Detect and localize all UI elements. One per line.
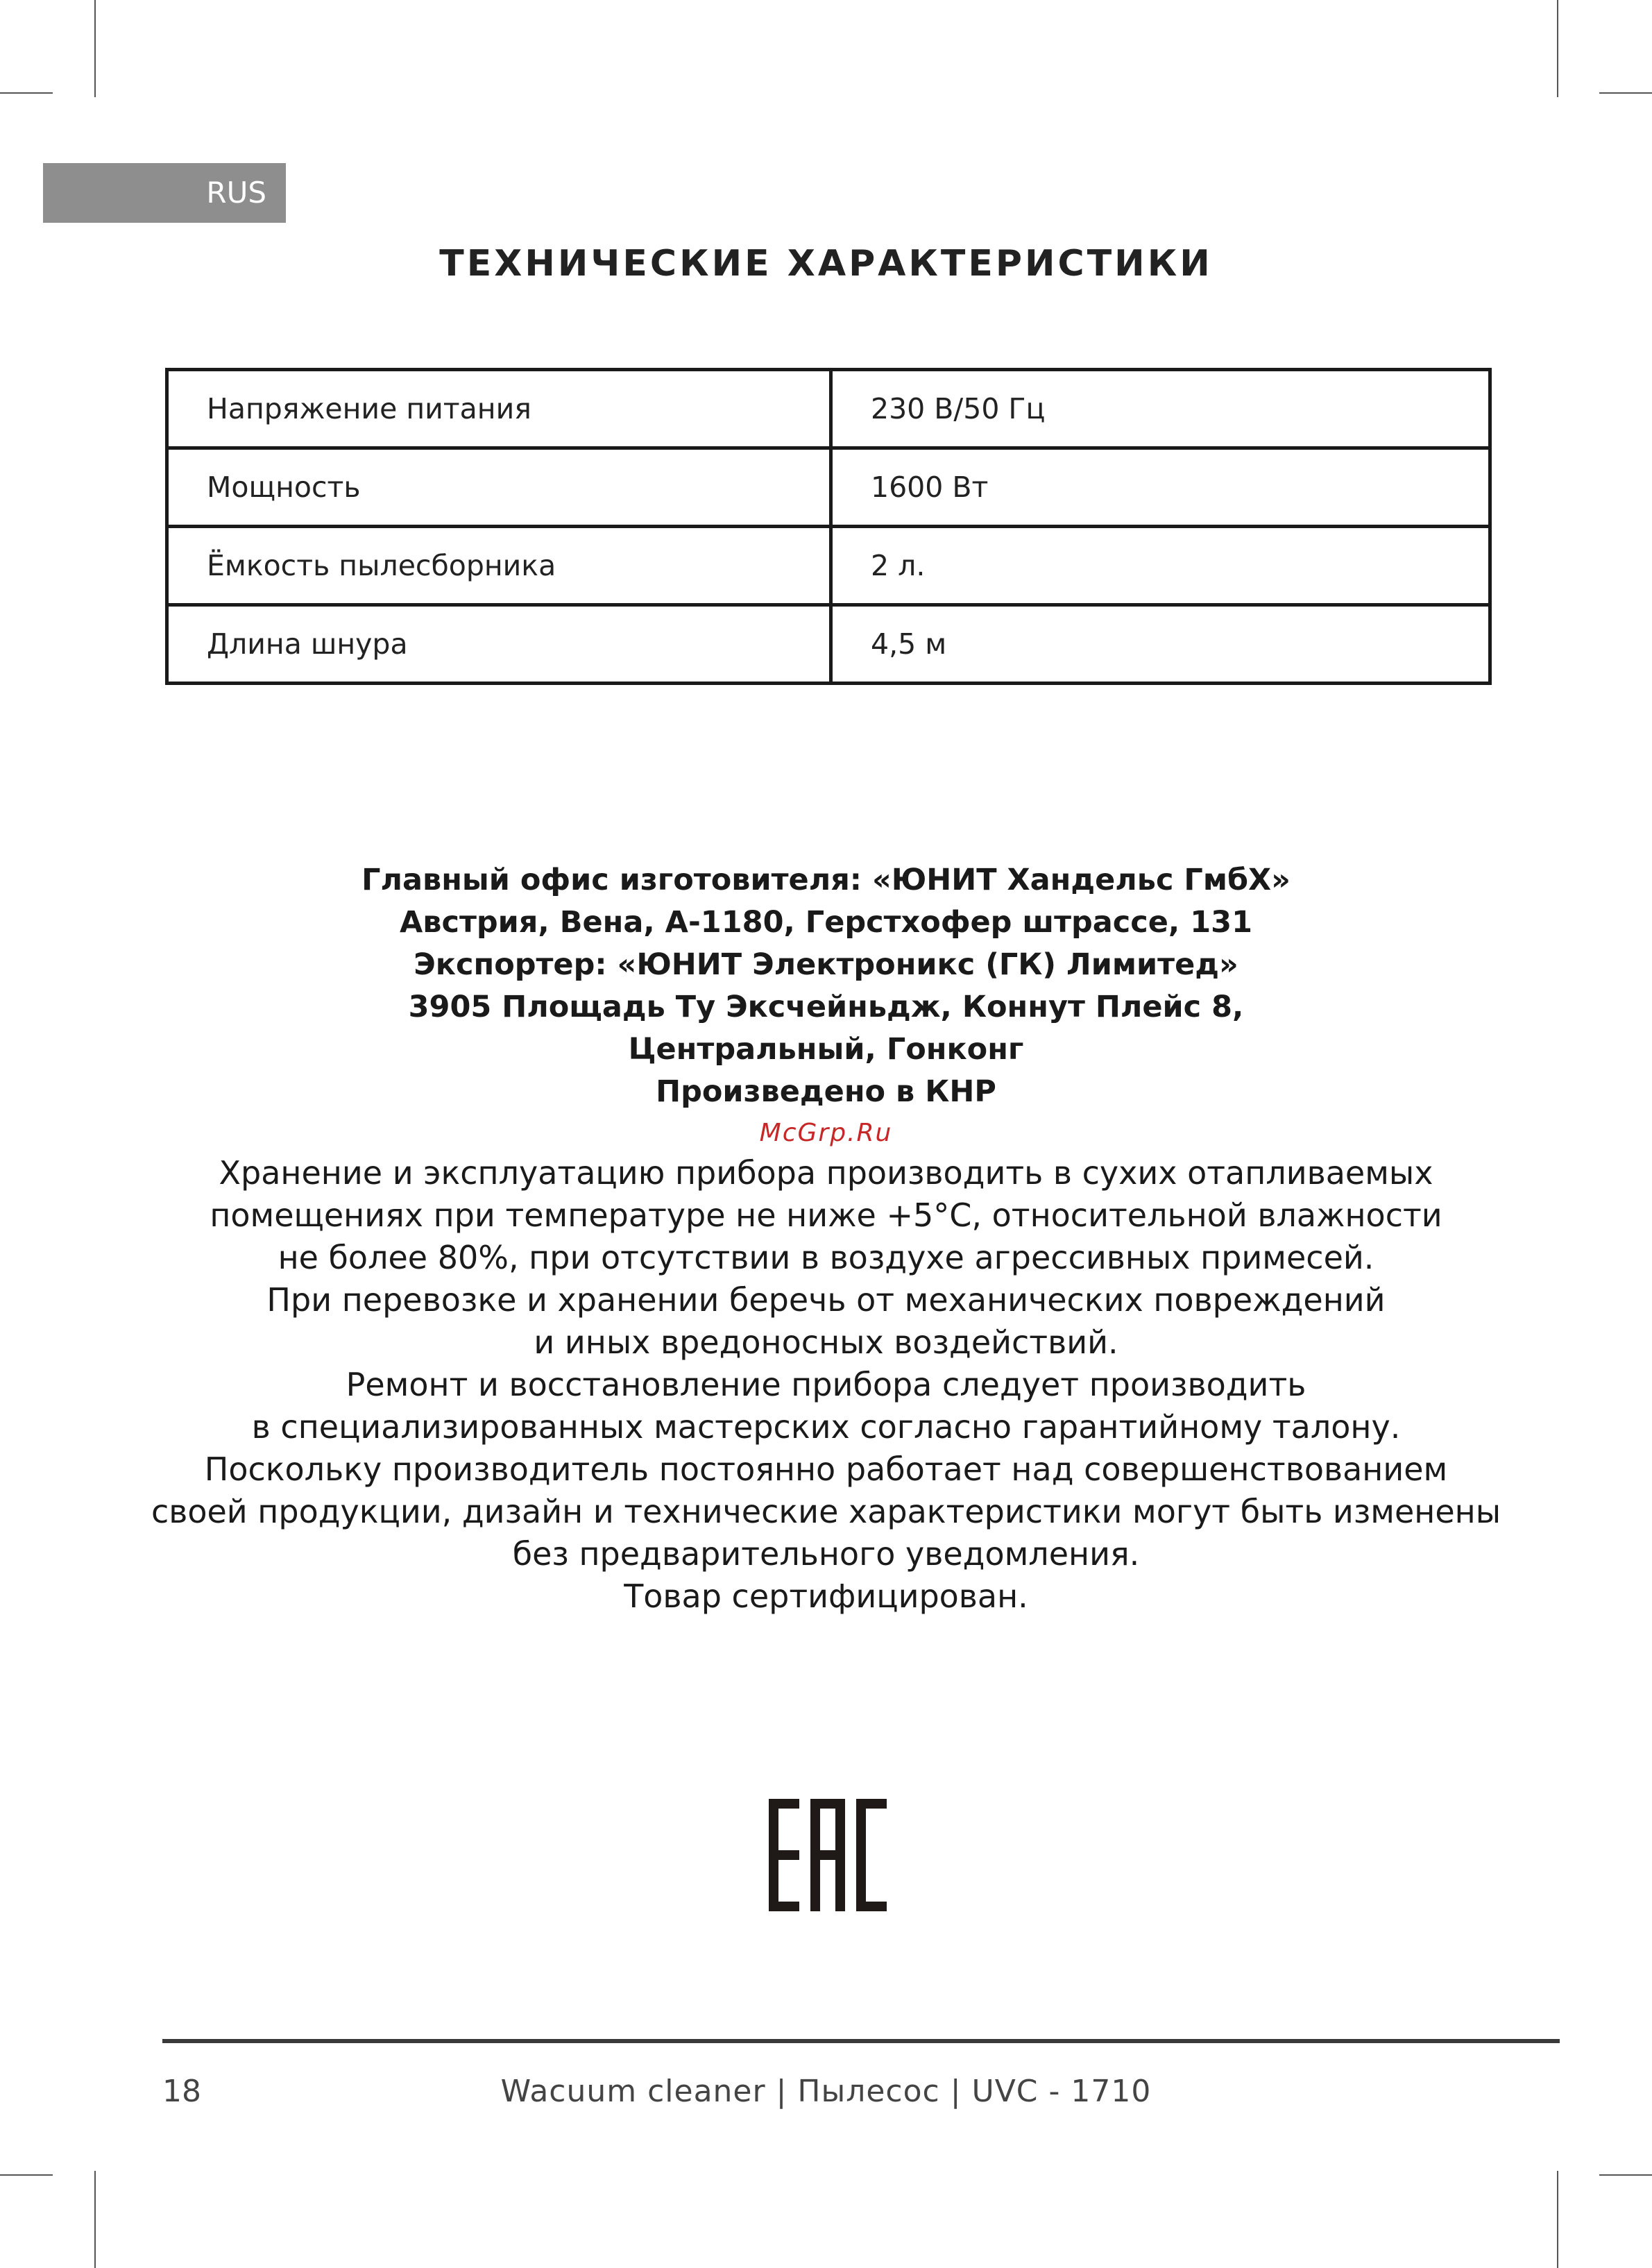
crop-mark [1599, 92, 1652, 94]
notes-line: Поскольку производитель постоянно работает над совершенствованием [204, 1450, 1448, 1488]
spec-label: Ёмкость пылесборника [167, 527, 831, 605]
footer-divider [162, 2039, 1560, 2043]
spec-label: Мощность [167, 448, 831, 527]
crop-mark [1599, 2174, 1652, 2176]
crop-mark [0, 2174, 53, 2176]
manufacturer-info [0, 859, 1652, 1113]
crop-mark [1557, 0, 1558, 97]
crop-mark [94, 0, 96, 97]
manufacturer-line: Центральный, Гонконг [628, 1032, 1024, 1067]
manufacturer-line: Произведено в КНР [656, 1074, 996, 1109]
manufacturer-line: Экспортер: «ЮНИТ Электроникс (ГК) Лимитед» [414, 947, 1238, 982]
notes-line: Товар сертифицирован. [624, 1577, 1028, 1615]
notes-line: не более 80%, при отсутствии в воздухе агрессивных примесей. [278, 1239, 1374, 1276]
spec-label: Напряжение питания [167, 370, 831, 448]
page-number: 18 [162, 2074, 201, 2109]
table-row [167, 605, 1490, 684]
storage-notes [0, 1152, 1652, 1618]
notes-line: и иных вредоносных воздействий. [534, 1323, 1118, 1361]
notes-line: Хранение и эксплуатацию прибора производить в сухих отапливаемых [219, 1154, 1433, 1192]
manufacturer-line: Главный офис изготовителя: «ЮНИТ Хандельс ГмбХ» [361, 863, 1291, 897]
crop-mark [1557, 2171, 1558, 2268]
specs-table [165, 368, 1492, 685]
manufacturer-line: Австрия, Вена, А-1180, Герстхофер штрассе, 131 [399, 905, 1252, 940]
notes-line: своей продукции, дизайн и технические характеристики могут быть изменены [151, 1493, 1501, 1530]
watermark: McGrp.Ru [759, 1119, 893, 1147]
table-row [167, 527, 1490, 605]
spec-value: 2 л. [831, 527, 1490, 605]
notes-line: помещениях при температуре не ниже +5°С, относительной влажности [210, 1196, 1442, 1234]
notes-line: в специализированных мастерских согласно гарантийному талону. [251, 1408, 1401, 1446]
language-tab: RUS [43, 163, 286, 223]
page-title: ТЕХНИЧЕСКИЕ ХАРАКТЕРИСТИКИ [439, 243, 1213, 285]
eac-mark-icon [769, 1799, 887, 1911]
manufacturer-line: 3905 Площадь Ту Эксчейньдж, Коннут Плейс 8, [408, 990, 1244, 1024]
spec-value: 230 В/50 Гц [831, 370, 1490, 448]
spec-value: 1600 Вт [831, 448, 1490, 527]
table-row [167, 370, 1490, 448]
table-row [167, 448, 1490, 527]
crop-mark [0, 92, 53, 94]
crop-mark [94, 2171, 96, 2268]
spec-label: Длина шнура [167, 605, 831, 684]
notes-line: без предварительного уведомления. [512, 1535, 1140, 1573]
footer-title: Wacuum cleaner | Пылесос | UVC - 1710 [500, 2074, 1152, 2109]
spec-value: 4,5 м [831, 605, 1490, 684]
notes-line: При перевозке и хранении беречь от механических повреждений [266, 1281, 1386, 1319]
notes-line: Ремонт и восстановление прибора следует производить [346, 1366, 1306, 1403]
